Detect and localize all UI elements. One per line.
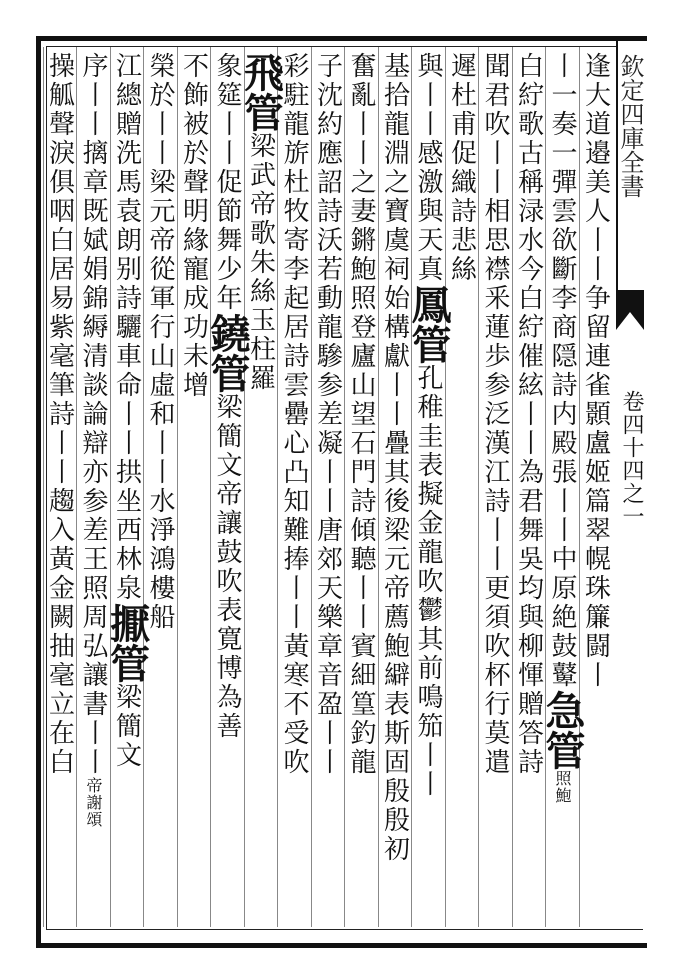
header-title: 欽定四庫全書 (616, 54, 644, 198)
entry-heading: 飛管 (237, 52, 285, 132)
text-segment: 遲杜甫促織詩悲絲 (446, 52, 477, 284)
text-segment: 擬金龍吹鬱其前鳴笳丨丨 (413, 480, 443, 799)
text-segment: 不飾被於聲明緣寵成功未增 (178, 52, 209, 400)
text-column (39, 52, 81, 922)
text-segment: 帝謝頌 (84, 777, 103, 828)
text-segment: 基拾龍淵之寶虞祠始構獻丨丨疊其後梁元帝薦鮑䌟表斯固殷殷初 (379, 52, 410, 864)
text-segment: 序丨丨摛章既娬娟錦縟清談論辯亦参差王照周弘讓書丨丨 (78, 52, 108, 777)
fish-tail-mark (616, 290, 644, 330)
text-segment: 奮亂丨丨之妻鏘鮑照登廬山望石門詩傾聽丨丨賓細篁釣龍 (346, 52, 376, 777)
text-segment: 逢大道邉美人丨丨争留連雀顥盧姬篇翠幌珠簾闘丨 (580, 52, 611, 690)
volume-label: 卷四十四之一 (619, 390, 644, 528)
text-segment: 梁簡文帝讓鼓吹表寛博為善 (212, 393, 242, 741)
text-segment: 彩駐龍旂杜牧寄李起居詩雲罍心凸知難捧丨丨黃寒不受吹 (279, 52, 309, 777)
entry-heading: 擫管 (103, 603, 151, 683)
text-segment: 照鮑 (553, 770, 572, 804)
text-segment: 梁簡文 (111, 683, 142, 770)
entry-heading: 急管 (539, 690, 586, 770)
text-segment: 梁武帝歌朱絲玉柱羅 (245, 132, 276, 393)
text-segment: 江總贈洗馬袁朗别詩驪車命丨丨拱坐西林泉 (111, 52, 142, 603)
text-segment: 孔稚圭表 (413, 364, 443, 480)
entry-heading: 鐃管 (204, 313, 251, 393)
text-segment: 與丨丨感激與天真 (413, 52, 443, 284)
text-segment: 操觚聲淚俱咽白居易紫毫筆詩丨丨趨入黃金闕抽毫立在白 (44, 52, 75, 777)
text-segment: 子沈約應詔詩沃若動龍驂参差凝丨丨唐郊天樂章音盈丨丨 (312, 52, 343, 777)
text-segment: 丨一奏一彈雲欲斷李商隠詩内殿張丨丨中原絶鼓鼙 (547, 52, 577, 690)
text-segment: 白紵歌古稱渌水今白紵催絃丨丨為君舞吳均與柳惲贈答詩 (513, 52, 544, 777)
entry-heading: 鳳管 (405, 284, 452, 364)
text-segment: 象筵丨丨促節舞少年 (212, 52, 242, 313)
text-segment: 聞君吹丨丨相思襟釆蓮歩参泛漢江詩丨丨更須吹杯行莫遣 (480, 52, 510, 777)
text-segment: 榮於丨丨梁元帝從軍行山虛和丨丨水淨鴻樓船 (145, 52, 175, 632)
